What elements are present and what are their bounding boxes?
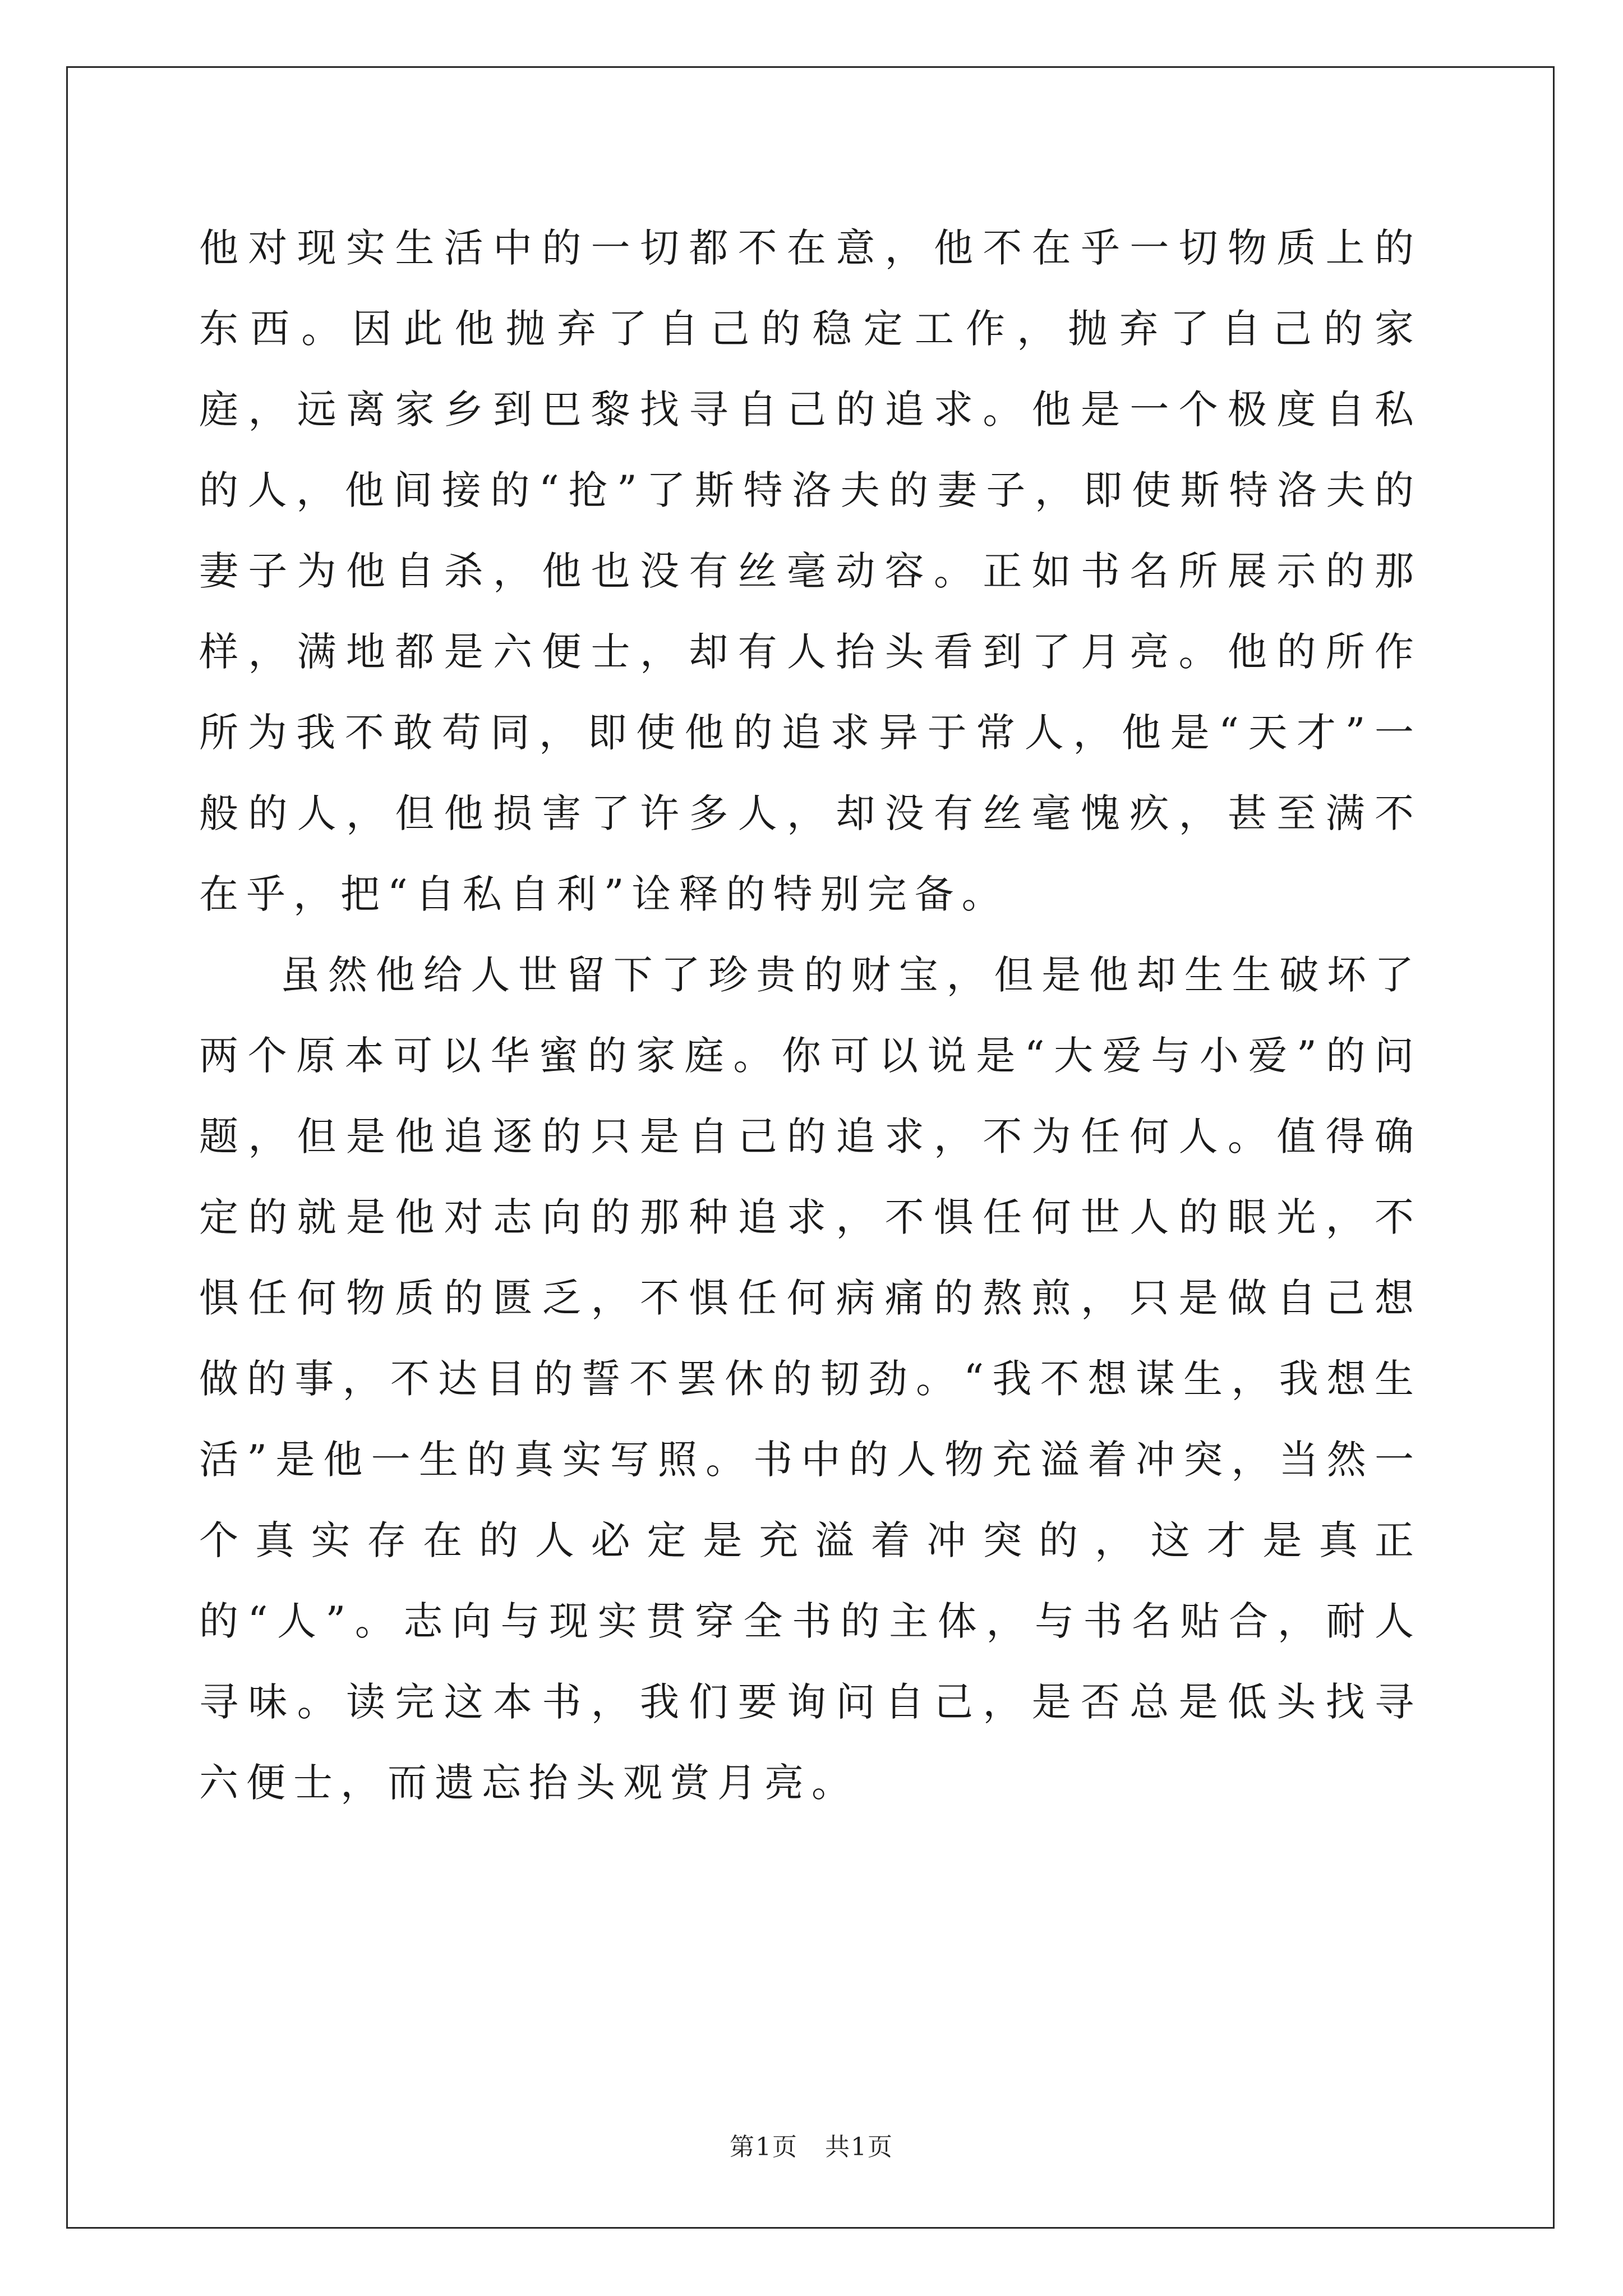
document-body <box>199 208 1422 1823</box>
paragraph-1: 他对现实生活中的一切都不在意，他不在乎一切物质上的东西。因此他抛弃了自己的稳定工作，抛弃了自己的家庭，远离家乡到巴黎找寻自己的追求。他是一个极度自私的人，他间接的“抢”了斯特洛夫的妻子，即使斯特洛夫的妻子为他自杀，他也没有丝毫动容。正如书名所展示的那样，满地都是六便士，却有人抬头看到了月亮。他的所作所为我不敢苟同，即使他的追求异于常人，他是“天才”一般的人，但他损害了许多人，却没有丝毫愧疚，甚至满不在乎，把“自私自利”诠释的特别完备。 <box>199 225 1422 917</box>
page-number-footer: 第1页 共1页 <box>730 2133 893 2161</box>
paragraph-2: 虽然他给人世留下了珍贵的财宝，但是他却生生破坏了两个原本可以华蜜的家庭。你可以说是“大爱与小爱”的问题，但是他追逐的只是自己的追求，不为任何人。值得确定的就是他对志向的那种追求，不惧任何世人的眼光，不惧任何物质的匮乏，不惧任何病痛的熬煎，只是做自己想做的事，不达目的誓不罢休的韧劲。“我不想谋生，我想生活”是他一生的真实写照。书中的人物充溢着冲突，当然一个真实存在的人必定是充溢着冲突的，这才是真正的“人”。志向与现实贯穿全书的主体，与书名贴合，耐人寻味。读完这本书，我们要询问自己，是否总是低头找寻六便士，而遗忘抬头观赏月亮。 <box>199 952 1422 1806</box>
